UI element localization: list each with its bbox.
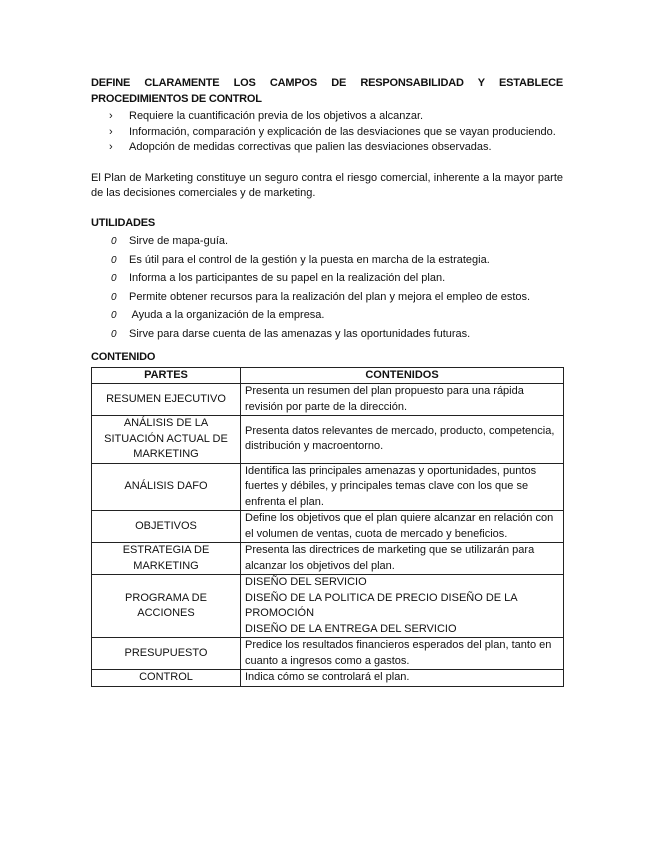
contenido-table: [91, 367, 564, 687]
list-item-text: Requiere la cuantificación previa de los objetivos a alcanzar.: [129, 110, 424, 122]
table-row: [92, 463, 564, 511]
content-line: DISEÑO DEL SERVICIO: [245, 576, 367, 588]
list-item-text: Es útil para el control de la gestión y la puesta en marcha de la estrategia.: [129, 253, 490, 266]
bullet-icon: 0: [111, 328, 117, 340]
table-row: [92, 511, 564, 543]
list-item-text: Adopción de medidas correctivas que palien las desviaciones observadas.: [129, 141, 492, 153]
list-item-text: Ayuda a la organización de la empresa.: [129, 309, 325, 321]
insurance-paragraph: El Plan de Marketing constituye un seguro contra el riesgo comercial, inherente a la mayor parte de las decisiones comerciales y de marketing.: [91, 171, 563, 199]
responsibility-list: [91, 109, 563, 156]
content-cell: Predice los resultados financieros esperados del plan, tanto en cuanto a ingresos como a gastos.: [241, 638, 564, 670]
column-header-partes: PARTES: [92, 367, 241, 384]
part-cell: ANÁLISIS DE LA SITUACIÓN ACTUAL DE MARKETING: [92, 416, 241, 464]
list-item: [91, 253, 563, 272]
part-cell: PROGRAMA DE ACCIONES: [92, 575, 241, 638]
content-line: DISEÑO DE LA ENTREGA DEL SERVICIO: [245, 622, 457, 635]
list-item: [91, 308, 563, 327]
bullet-icon: 0: [111, 273, 117, 284]
list-item: [91, 271, 563, 290]
list-item-text: Información, comparación y explicación de las desviaciones que se vayan produciendo.: [129, 125, 556, 138]
utilidades-list: [91, 234, 563, 345]
column-header-contenidos: CONTENIDOS: [241, 367, 564, 384]
content-cell: Define los objetivos que el plan quiere alcanzar en relación con el volumen de ventas, cuota de mercado y beneficios.: [241, 511, 564, 543]
table-row: [92, 416, 564, 464]
section-heading-line1: DEFINE CLARAMENTE LOS CAMPOS DE RESPONSABILIDAD Y ESTABLECE: [91, 77, 563, 89]
part-cell: PRESUPUESTO: [92, 638, 241, 670]
content-cell: Presenta las directrices de marketing que se utilizarán para alcanzar los objetivos del plan.: [241, 543, 564, 575]
content-cell: [241, 575, 564, 638]
list-item: [91, 125, 563, 141]
table-row: [92, 575, 564, 638]
part-cell: OBJETIVOS: [92, 511, 241, 543]
table-row: [92, 638, 564, 670]
contenido-heading: CONTENIDO: [91, 351, 156, 363]
list-item-text: Permite obtener recursos para la realización del plan y mejora el empleo de estos.: [129, 290, 531, 303]
arrow-bullet-icon: ›: [109, 125, 113, 138]
arrow-bullet-icon: ›: [109, 110, 113, 122]
document-page: [91, 76, 563, 687]
list-item-text: Informa a los participantes de su papel en la realización del plan.: [129, 272, 446, 284]
part-cell: CONTROL: [92, 670, 241, 687]
content-line: DISEÑO DE LA POLITICA DE PRECIO DISEÑO DE LA PROMOCIÓN: [245, 591, 518, 619]
arrow-bullet-icon: ›: [109, 141, 113, 153]
list-item: [91, 109, 563, 125]
part-cell: ANÁLISIS DAFO: [92, 463, 241, 511]
part-cell: ESTRATEGIA DE MARKETING: [92, 543, 241, 575]
bullet-icon: 0: [111, 254, 117, 266]
bullet-icon: 0: [111, 291, 117, 303]
part-cell: RESUMEN EJECUTIVO: [92, 384, 241, 416]
list-item: [91, 290, 563, 309]
bullet-icon: 0: [111, 310, 117, 321]
list-item: [91, 327, 563, 346]
content-cell: Identifica las principales amenazas y oportunidades, puntos fuertes y débiles, y principales temas clave con los que se enfrenta el plan.: [241, 463, 564, 511]
table-row: [92, 670, 564, 687]
utilidades-heading: UTILIDADES: [91, 216, 156, 229]
content-cell: Presenta datos relevantes de mercado, producto, competencia, distribución y macroentorno.: [241, 416, 564, 464]
table-row: [92, 543, 564, 575]
list-item-text: Sirve para darse cuenta de las amenazas y las oportunidades futuras.: [129, 327, 471, 340]
bullet-icon: 0: [111, 236, 117, 247]
section-heading-line2: PROCEDIMIENTOS DE CONTROL: [91, 92, 262, 105]
list-item: [91, 140, 563, 156]
table-header-row: [92, 367, 564, 384]
table-row: [92, 384, 564, 416]
list-item-text: Sirve de mapa-guía.: [129, 235, 229, 247]
content-cell: Indica cómo se controlará el plan.: [241, 670, 564, 687]
content-cell: Presenta un resumen del plan propuesto para una rápida revisión por parte de la dirección.: [241, 384, 564, 416]
list-item: [91, 234, 563, 253]
